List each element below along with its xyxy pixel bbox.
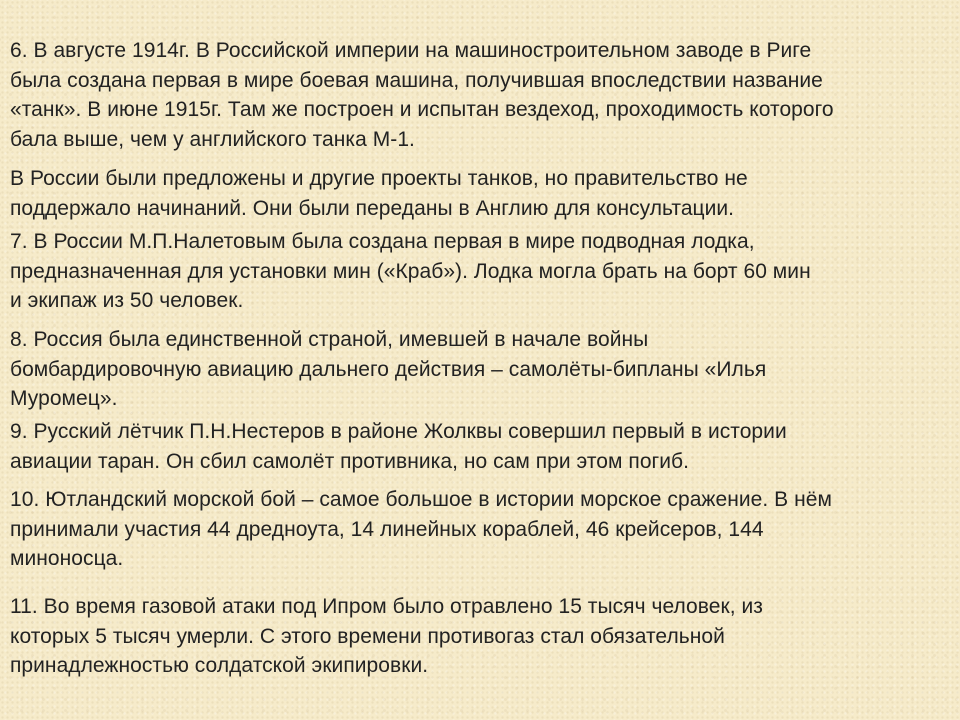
paragraph-line: предназначенная для установки мин («Краб»). Лодка могла брать на борт 60 мин [10,259,811,283]
paragraph-submarine [10,227,945,316]
paragraph-line: миноносца. [10,547,124,570]
paragraph-tank-riga [10,36,945,154]
paragraph-line: 11. Во время газовой атаки под Ипром было отравлено 15 тысяч человек, из [10,595,763,618]
paragraph-line: В России были предложены и другие проекты танков, но правительство не [10,167,748,190]
paragraph-line: и экипаж из 50 человек. [10,289,244,312]
paragraph-line: поддержало начинаний. Они были переданы в Англию для консультации. [10,196,735,220]
paragraph-line: принимали участия 44 дредноута, 14 линейных кораблей, 46 крейсеров, 144 [10,517,764,541]
paragraph-ramming [10,417,945,476]
paragraph-line: бала выше, чем у английского танка М-1. [10,127,415,151]
paragraph-line: авиации таран. Он сбил самолёт противника, но сам при этом погиб. [10,449,690,473]
paragraph-gas-attack [10,592,945,681]
paragraph-line: 7. В России М.П.Налетовым была создана первая в мире подводная лодка, [10,230,755,253]
paragraph-line: Муромец». [10,387,118,410]
paragraph-line: бомбардировочную авиацию дальнего действия – самолёты-бипланы «Илья [10,357,767,381]
paragraph-line: принадлежностью солдатской экипировки. [10,654,429,677]
paragraph-line: 6. В августе 1914г. В Российской империи на машиностроительном заводе в Риге [10,39,812,62]
paragraph-line: 10. Ютландский морской бой – самое большое в истории морское сражение. В нём [10,488,832,511]
paragraph-line: 8. Россия была единственной страной, имевшей в начале войны [10,328,649,351]
paragraph-tank-projects [10,164,945,223]
paragraph-line: была создана первая в мире боевая машина, получившая впоследствии название [10,68,823,92]
paragraph-line: «танк». В июне 1915г. Там же построен и испытан вездеход, проходимость которого [10,98,834,121]
paragraph-line: которых 5 тысяч умерли. С этого времени противогаз стал обязательной [10,624,725,648]
paragraph-jutland [10,485,945,574]
paragraph-bombers [10,325,945,414]
paragraph-line: 9. Русский лётчик П.Н.Нестеров в районе Жолквы совершил первый в истории [10,420,787,443]
